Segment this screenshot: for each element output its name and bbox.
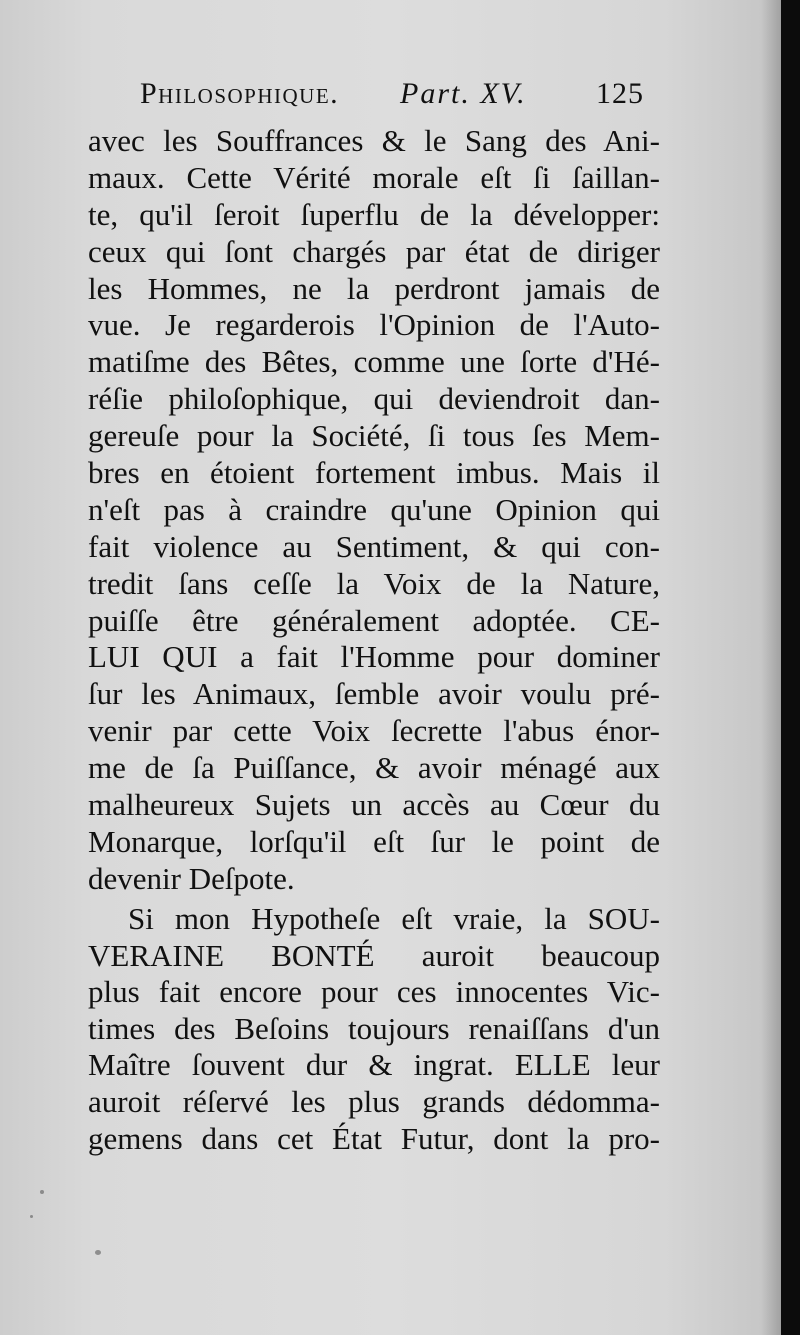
text-line: fait violence au Sentiment, & qui con- — [88, 528, 660, 564]
text-line: devenir Deſpote. — [88, 860, 295, 896]
text-line: réſie philoſophique, qui deviendroit dan- — [88, 381, 660, 417]
text-line: avec les Souffrances & le Sang des Ani- — [88, 123, 660, 158]
text-line: tredit ſans ceſſe la Voix de la Nature, — [88, 565, 660, 601]
text-line: Monarque, lorſqu'il eſt ſur le point de — [88, 823, 660, 859]
text-line: vue. Je regarderois l'Opinion de l'Auto- — [88, 307, 660, 343]
text-line: n'eſt pas à craindre qu'une Opinion qui — [88, 491, 660, 527]
text-line: puiſſe être généralement adoptée. CE- — [88, 602, 660, 638]
part-label: Part. XV. — [400, 77, 527, 110]
text-line: VERAINE BONTÉ auroit beaucoup — [88, 937, 660, 973]
running-title: Philosophique. — [140, 77, 340, 110]
paper-speck — [30, 1215, 33, 1218]
text-line: LUI QUI a fait l'Homme pour dominer — [88, 639, 660, 675]
text-line: gereuſe pour la Société, ſi tous ſes Mem- — [88, 418, 660, 454]
text-line: gemens dans cet État Futur, dont la pro- — [88, 1120, 660, 1156]
text-line: bres en étoient fortement imbus. Mais il — [88, 455, 660, 491]
text-line: venir par cette Voix ſecrette l'abus énor- — [88, 713, 660, 749]
text-line: auroit réſervé les plus grands dédomma- — [88, 1083, 660, 1119]
text-line: maux. Cette Vérité morale eſt ſi ſaillan- — [88, 159, 660, 195]
page-edge-shadow — [761, 0, 781, 1335]
text-line: matiſme des Bêtes, comme une ſorte d'Hé- — [88, 344, 660, 380]
text-line: Maître ſouvent dur & ingrat. ELLE leur — [88, 1047, 660, 1083]
paragraph-1 — [88, 123, 660, 898]
text-line: malheureux Sujets un accès au Cœur du — [88, 787, 660, 823]
text-line: me de ſa Puiſſance, & avoir ménagé aux — [88, 750, 660, 786]
text-line: te, qu'il ſeroit ſuperflu de la développer: — [88, 196, 660, 232]
page-header — [140, 73, 660, 119]
text-line: plus fait encore pour ces innocentes Vic- — [88, 974, 660, 1010]
text-line: ceux qui ſont chargés par état de diriger — [88, 233, 660, 269]
paper-speck — [95, 1250, 101, 1255]
text-line: times des Beſoins toujours renaiſſans d'un — [88, 1010, 660, 1046]
text-line: ſur les Animaux, ſemble avoir voulu pré- — [88, 676, 660, 712]
text-line: les Hommes, ne la perdront jamais de — [88, 270, 660, 306]
page-number: 125 — [596, 77, 644, 110]
text-line: Si mon Hypotheſe eſt vraie, la SOU- — [128, 901, 660, 936]
paragraph-2 — [88, 901, 660, 1157]
paper-speck — [40, 1190, 44, 1194]
